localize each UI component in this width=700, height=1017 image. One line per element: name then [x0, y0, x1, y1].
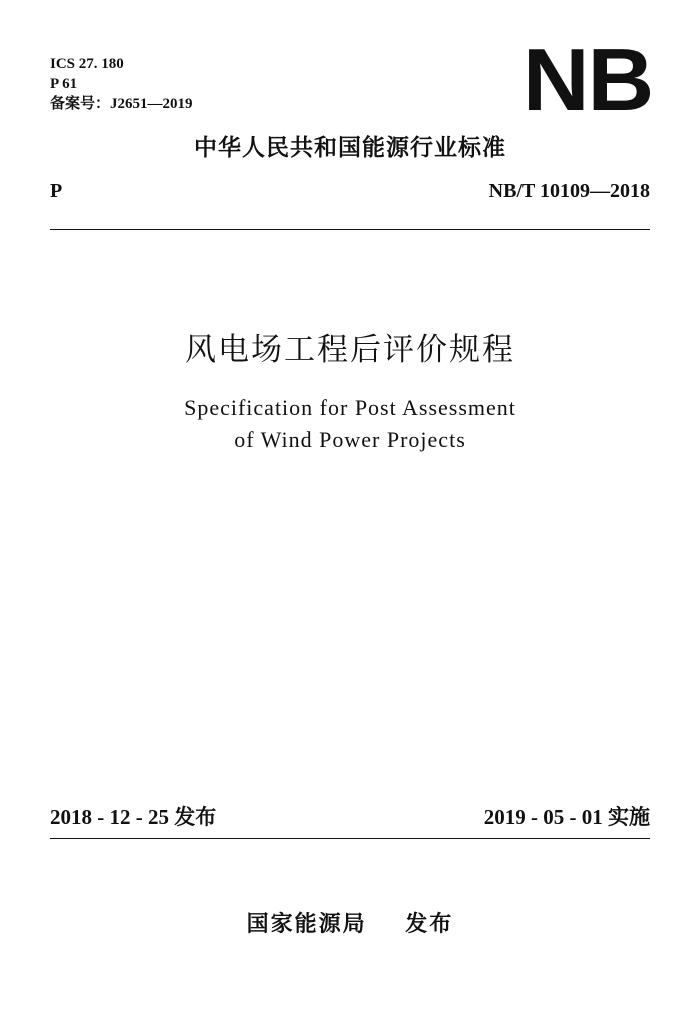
document-metadata [50, 54, 193, 114]
title-chinese: 风电场工程后评价规程 [185, 332, 515, 368]
effective-date: 2019 - 05 - 01 实施 [483, 805, 650, 829]
publisher: 国家能源局 发布 [246, 912, 454, 937]
category-letter: P [50, 180, 63, 202]
title-english-line-2: of Wind Power Projects [234, 427, 466, 452]
classification-code: P 61 [50, 76, 78, 92]
standard-number: NB/T 10109—2018 [488, 180, 650, 202]
top-divider [50, 229, 650, 230]
standard-organization-title: 中华人民共和国能源行业标准 [194, 135, 506, 161]
ics-code: ICS 27. 180 [50, 56, 124, 72]
bottom-divider [50, 838, 650, 839]
title-english-line-1: Specification for Post Assessment [184, 395, 516, 420]
nb-logo: NB [522, 30, 652, 129]
record-number: 备案号：J2651—2019 [50, 96, 193, 112]
issue-date: 2018 - 12 - 25 发布 [50, 805, 217, 829]
